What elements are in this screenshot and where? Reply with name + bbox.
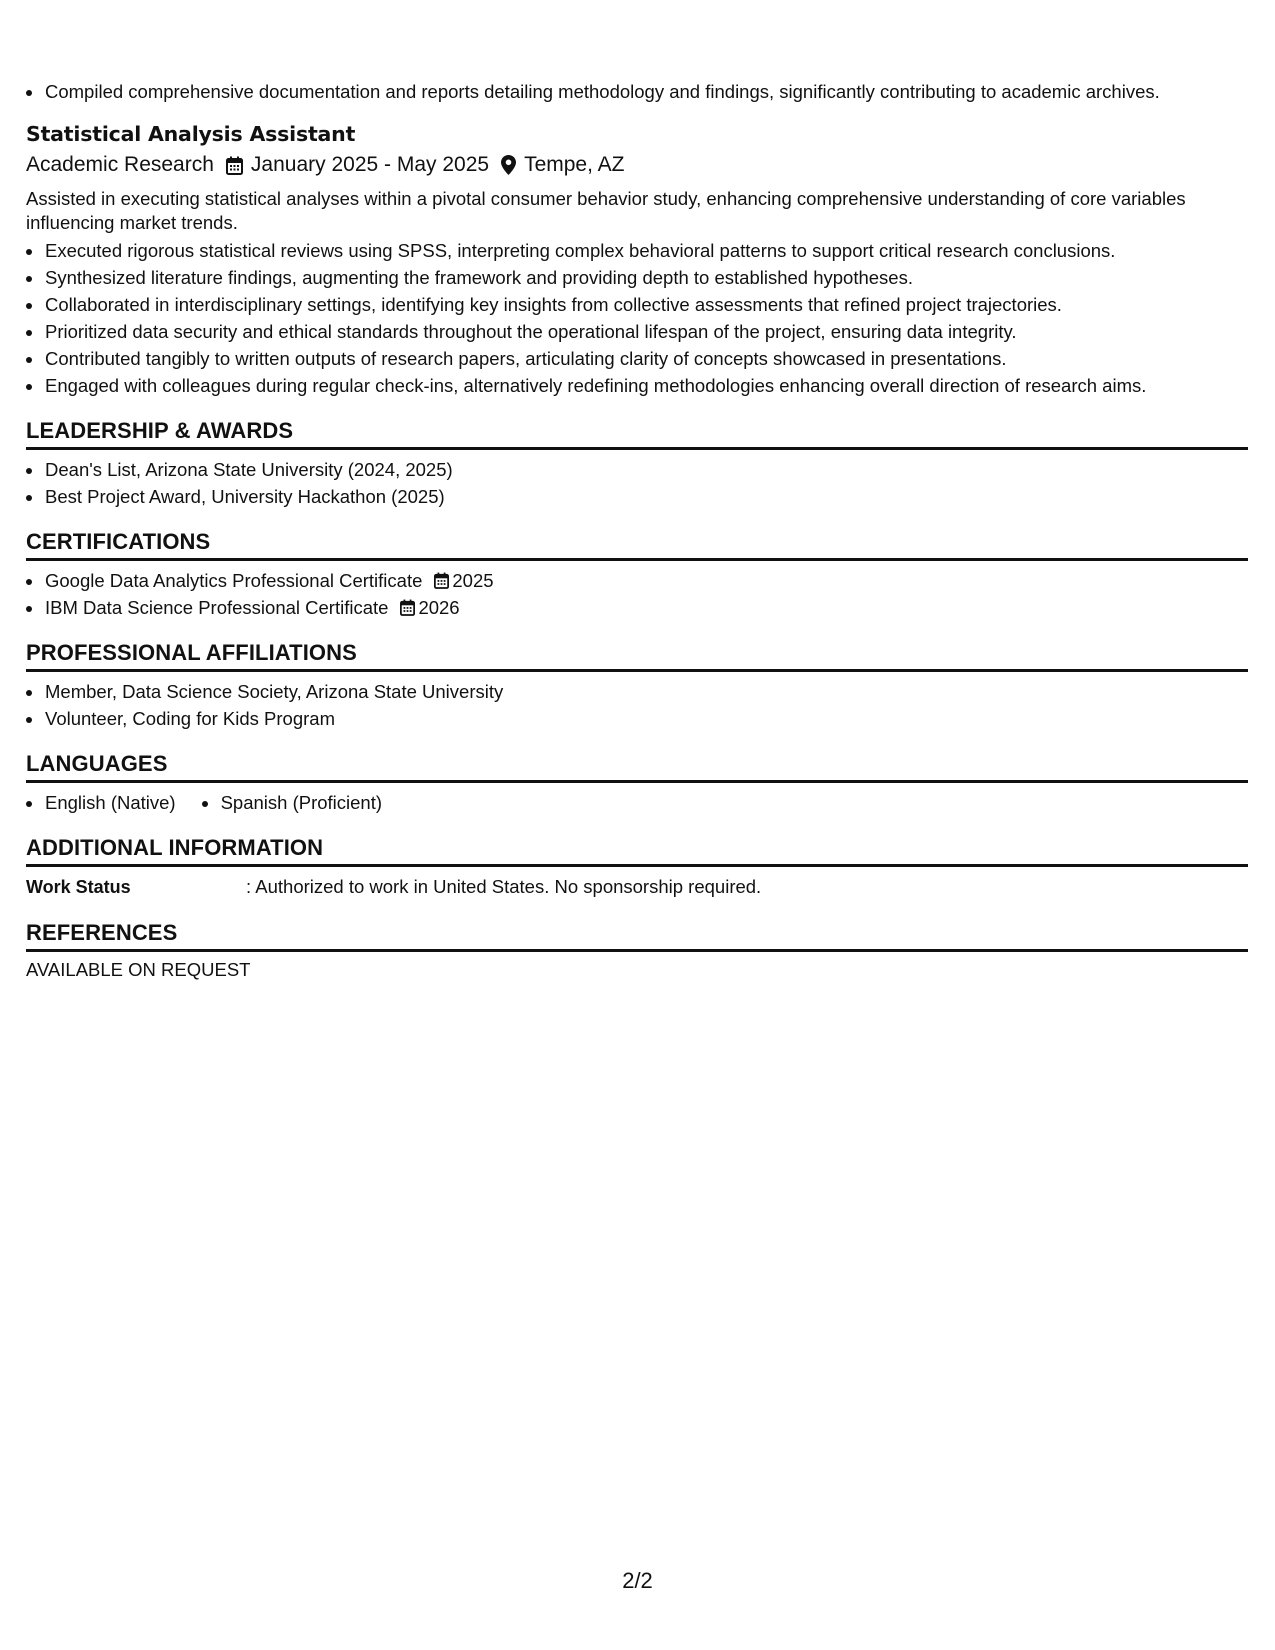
section-heading-leadership: LEADERSHIP & AWARDS xyxy=(26,417,1248,450)
job-title: Statistical Analysis Assistant xyxy=(26,122,356,146)
info-label: Work Status xyxy=(26,877,131,897)
info-value: : Authorized to work in United States. No sponsorship required. xyxy=(246,876,762,897)
list-item: • Synthesized literature findings, augmenting the framework and providing depth to established hypotheses. xyxy=(44,264,1248,291)
calendar-icon xyxy=(434,572,449,589)
section-heading-certifications: CERTIFICATIONS xyxy=(26,528,1248,561)
certification-item xyxy=(44,567,1248,594)
certification-year: 2026 xyxy=(418,597,460,618)
previous-job-bullets xyxy=(26,78,1248,105)
organization: Academic Research xyxy=(26,153,214,176)
job-bullets xyxy=(26,237,1248,399)
list-item: • Best Project Award, University Hackathon (2025) xyxy=(44,483,1248,510)
list-item: • Member, Data Science Society, Arizona State University xyxy=(44,678,1248,705)
page-number: 2/2 xyxy=(622,1568,653,1593)
list-item: • Collaborated in interdisciplinary settings, identifying key insights from collective assessments that refined project trajectories. xyxy=(44,291,1248,318)
calendar-icon xyxy=(400,599,415,616)
info-row xyxy=(26,873,1248,901)
certification-item xyxy=(44,594,1248,621)
languages-section xyxy=(26,789,1248,816)
list-item: • Engaged with colleagues during regular check-ins, alternatively redefining methodologies enhancing overall direction of research aims. xyxy=(44,372,1248,399)
language-item: • English (Native) xyxy=(44,789,176,816)
job-description: Assisted in executing statistical analyses within a pivotal consumer behavior study, enhancing comprehensive understanding of core variables influencing market trends. xyxy=(26,188,1186,233)
leadership-section xyxy=(26,456,1248,510)
job-meta xyxy=(26,149,1248,181)
list-item: • Contributed tangibly to written outputs of research papers, articulating clarity of concepts showcased in presentations. xyxy=(44,345,1248,372)
additional-section xyxy=(26,873,1248,901)
list-item: • Volunteer, Coding for Kids Program xyxy=(44,705,1248,732)
experience-entry xyxy=(26,119,1248,399)
certification-name: Google Data Analytics Professional Certificate xyxy=(45,570,423,591)
certification-year: 2025 xyxy=(452,570,494,591)
affiliations-section xyxy=(26,678,1248,732)
job-location: Tempe, AZ xyxy=(524,153,625,176)
language-item: • Spanish (Proficient) xyxy=(220,789,382,816)
certification-name: IBM Data Science Professional Certificate xyxy=(45,597,389,618)
list-item: • Compiled comprehensive documentation and reports detailing methodology and findings, significantly contributing to academic archives. xyxy=(44,78,1248,105)
section-heading-references: REFERENCES xyxy=(26,919,1248,952)
section-heading-additional: ADDITIONAL INFORMATION xyxy=(26,834,1248,867)
certifications-section xyxy=(26,567,1248,621)
map-pin-icon xyxy=(501,155,516,175)
list-item: • Executed rigorous statistical reviews using SPSS, interpreting complex behavioral patterns to support critical research conclusions. xyxy=(44,237,1248,264)
section-heading-languages: LANGUAGES xyxy=(26,750,1248,783)
calendar-icon xyxy=(226,156,243,175)
resume-page xyxy=(26,78,1248,984)
list-item: • Dean's List, Arizona State University (2024, 2025) xyxy=(44,456,1248,483)
section-heading-affiliations: PROFESSIONAL AFFILIATIONS xyxy=(26,639,1248,672)
references-text: AVAILABLE ON REQUEST xyxy=(26,959,251,980)
job-dates: January 2025 - May 2025 xyxy=(250,153,490,176)
list-item: • Prioritized data security and ethical standards throughout the operational lifespan of the project, ensuring data integrity. xyxy=(44,318,1248,345)
